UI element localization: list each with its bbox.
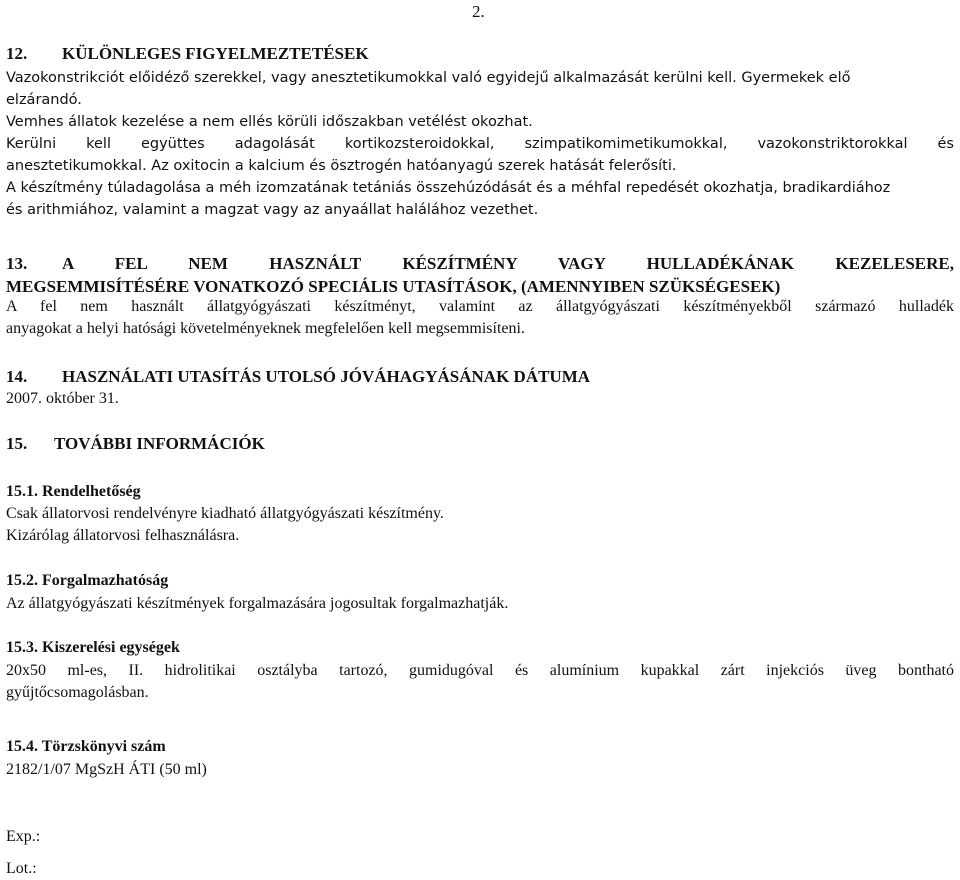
- section-title: A FEL NEM HASZNÁLT KÉSZÍTMÉNY VAGY HULLADÉKÁNAK KEZELESERE,: [62, 254, 954, 273]
- subsection-15-2-body: Az állatgyógyászati készítmények forgalmazására jogosultak forgalmazhatják.: [6, 595, 509, 612]
- subsection-15-4-title: 15.4. Törzskönyvi szám: [6, 738, 166, 755]
- text-line: Kizárólag állatorvosi felhasználásra.: [6, 527, 240, 544]
- text-line: A fel nem használt állatgyógyászati készítményt, valamint az állatgyógyászati készítményekből származó hulladék: [6, 298, 954, 315]
- section-title-line-1: [6, 252, 954, 275]
- section-13-heading: [6, 252, 954, 298]
- section-12-heading: [6, 42, 954, 66]
- text-line: A készítmény túladagolása a méh izomzatának tetániás összehúzódását és a méhfal repedését okozhatja, bradikardiához: [6, 180, 891, 196]
- section-title: HASZNÁLATI UTASÍTÁS UTOLSÓ JÓVÁHAGYÁSÁNAK DÁTUMA: [62, 367, 591, 386]
- section-number: 15.: [6, 434, 28, 453]
- exp-label: Exp.:: [6, 828, 41, 845]
- approval-date: 2007. október 31.: [6, 390, 119, 407]
- section-14-heading: [6, 365, 954, 389]
- section-number: 12.: [6, 44, 28, 63]
- text-line: elzárandó.: [6, 92, 82, 108]
- section-15-heading: [6, 432, 954, 456]
- section-title-line-2: MEGSEMMISÍTÉSÉRE VONATKOZÓ SPECIÁLIS UTASÍTÁSOK, (AMENNYIBEN SZÜKSÉGESEK): [6, 277, 781, 296]
- section-number: 14.: [6, 367, 28, 386]
- text-line: anesztetikumokkal. Az oxitocin a kalcium és ösztrogén hatóanyagú szerek hatását felerősíti.: [6, 158, 677, 174]
- text-line: anyagokat a helyi hatósági követelményeknek megfelelően kell megsemmisíteni.: [6, 320, 525, 337]
- section-title: KÜLÖNLEGES FIGYELMEZTETÉSEK: [62, 44, 369, 63]
- text-line: gyűjtőcsomagolásban.: [6, 684, 149, 701]
- text-line: 20x50 ml-es, II. hidrolitikai osztályba tartozó, gumidugóval és alumínium kupakkal zárt injekciós üveg bontható: [6, 662, 954, 679]
- page-number: 2.: [472, 2, 485, 21]
- subsection-15-3-body: [6, 660, 954, 704]
- subsection-15-2-title: 15.2. Forgalmazhatóság: [6, 572, 169, 589]
- text-line: Csak állatorvosi rendelvényre kiadható állatgyógyászati készítmény.: [6, 505, 444, 522]
- section-12-body: [6, 67, 954, 221]
- text-line: Vazokonstrikciót előidéző szerekkel, vagy anesztetikumokkal való egyidejű alkalmazását kerülni kell. Gyermekek elő: [6, 70, 851, 86]
- section-number: 13.: [6, 254, 28, 273]
- text-line: Vemhes állatok kezelése a nem ellés körüli időszakban vetélést okozhat.: [6, 114, 533, 130]
- subsection-15-1-title: 15.1. Rendelhetőség: [6, 483, 141, 500]
- text-line: Kerülni kell együttes adagolását kortikozsteroidokkal, szimpatikomimetikumokkal, vazokonstriktorokkal és: [6, 136, 954, 152]
- subsection-15-1-body: [6, 503, 954, 547]
- text-line: és arithmiához, valamint a magzat vagy az anyaállat halálához vezethet.: [6, 202, 539, 218]
- subsection-15-3-title: 15.3. Kiszerelési egységek: [6, 639, 180, 656]
- section-13-body: [6, 296, 954, 340]
- lot-label: Lot.:: [6, 860, 37, 877]
- section-title: TOVÁBBI INFORMÁCIÓK: [54, 434, 265, 453]
- subsection-15-4-body: 2182/1/07 MgSzH ÁTI (50 ml): [6, 761, 207, 778]
